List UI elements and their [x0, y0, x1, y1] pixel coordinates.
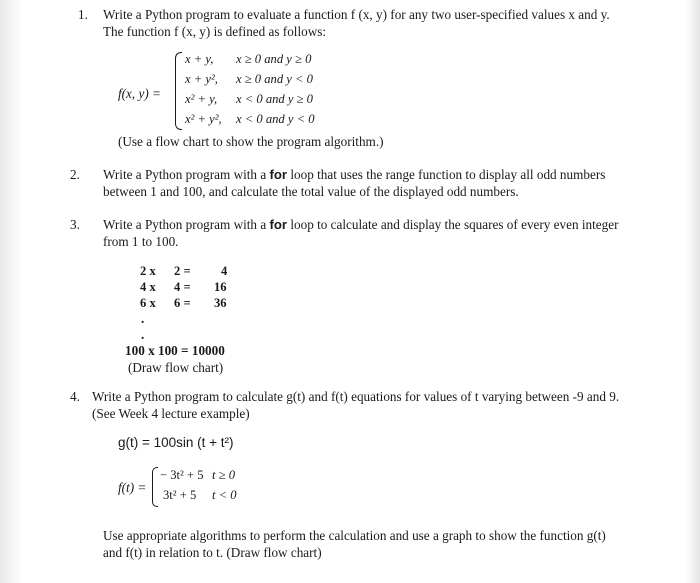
q4-number: 4.: [70, 389, 80, 404]
q1-case-3-cond: x < 0 and y ≥ 0: [236, 92, 313, 106]
q4-g-equation: g(t) = 100sin (t + t²): [118, 435, 234, 450]
q4-closing: Use appropriate algorithms to perform the calculation and use a graph to show the function g(t) and f(t) in relation to t. (Draw flow chart): [103, 528, 606, 560]
q3-ellipsis-dot-1: .: [141, 311, 145, 326]
q1-case-3-expr: x² + y,: [185, 92, 218, 106]
q3-ellipsis-dot-2: .: [141, 327, 145, 342]
q3-row-1-a: 2 x: [140, 264, 156, 278]
q3-text: Write a Python program with a for loop to calculate and display the squares of every even integer from 1 to 100.: [103, 217, 619, 249]
q3-row-1-c: 4: [221, 264, 228, 278]
q3-number: 3.: [70, 217, 80, 232]
q1-case-1-expr: x + y,: [185, 52, 214, 66]
q1-case-1-cond: x ≥ 0 and y ≥ 0: [236, 52, 312, 66]
page-edge-left: [0, 0, 22, 583]
q2-text: Write a Python program with a for loop that uses the range function to display all odd numbers between 1 and 100, and calculate the total value of the displayed odd numbers.: [103, 167, 606, 199]
q3-row-1-b: 2 =: [174, 264, 191, 278]
q1-function-label: f(x, y) =: [118, 86, 161, 101]
page-edge-right: [686, 0, 700, 583]
q1-line1: Write a Python program to evaluate a function f (x, y) for any two user-specified values x and y.: [103, 7, 610, 22]
q2-number: 2.: [70, 167, 80, 182]
q4-case-2-expr: 3t² + 5: [163, 488, 197, 502]
q1-brace: [175, 52, 182, 130]
q4-f-label: f(t) =: [118, 480, 147, 495]
q3-row-2-b: 4 =: [174, 280, 191, 294]
q1-case-2-cond: x ≥ 0 and y < 0: [236, 72, 313, 86]
q3-row-2-a: 4 x: [140, 280, 156, 294]
q3-row-3-c: 36: [214, 296, 227, 310]
q3-keyword: for: [269, 217, 288, 232]
q1-case-4-expr: x² + y²,: [185, 112, 222, 126]
q4-case-1-expr: − 3t² + 5: [160, 468, 204, 482]
q3-row-3-a: 6 x: [140, 296, 156, 310]
q1-note: (Use a flow chart to show the program algorithm.): [118, 134, 384, 149]
q3-row-2-c: 16: [214, 280, 227, 294]
q1-case-2-expr: x + y²,: [185, 72, 218, 86]
q1-case-4-cond: x < 0 and y < 0: [236, 112, 315, 126]
q4-text: Write a Python program to calculate g(t) and f(t) equations for values of t varying between -9 and 9. (See Week 4 lecture example): [92, 389, 620, 421]
q4-brace: [152, 467, 158, 507]
q4-case-2-cond: t < 0: [212, 488, 237, 502]
q3-row-3-b: 6 =: [174, 296, 191, 310]
q1-line2: The function f (x, y) is defined as follows:: [103, 24, 327, 39]
q4-case-1-cond: t ≥ 0: [212, 468, 236, 482]
q3-final-row: 100 x 100 = 10000: [125, 343, 225, 358]
q3-note: (Draw flow chart): [128, 360, 224, 375]
q2-keyword: for: [269, 167, 288, 182]
q1-number: 1.: [78, 7, 88, 22]
